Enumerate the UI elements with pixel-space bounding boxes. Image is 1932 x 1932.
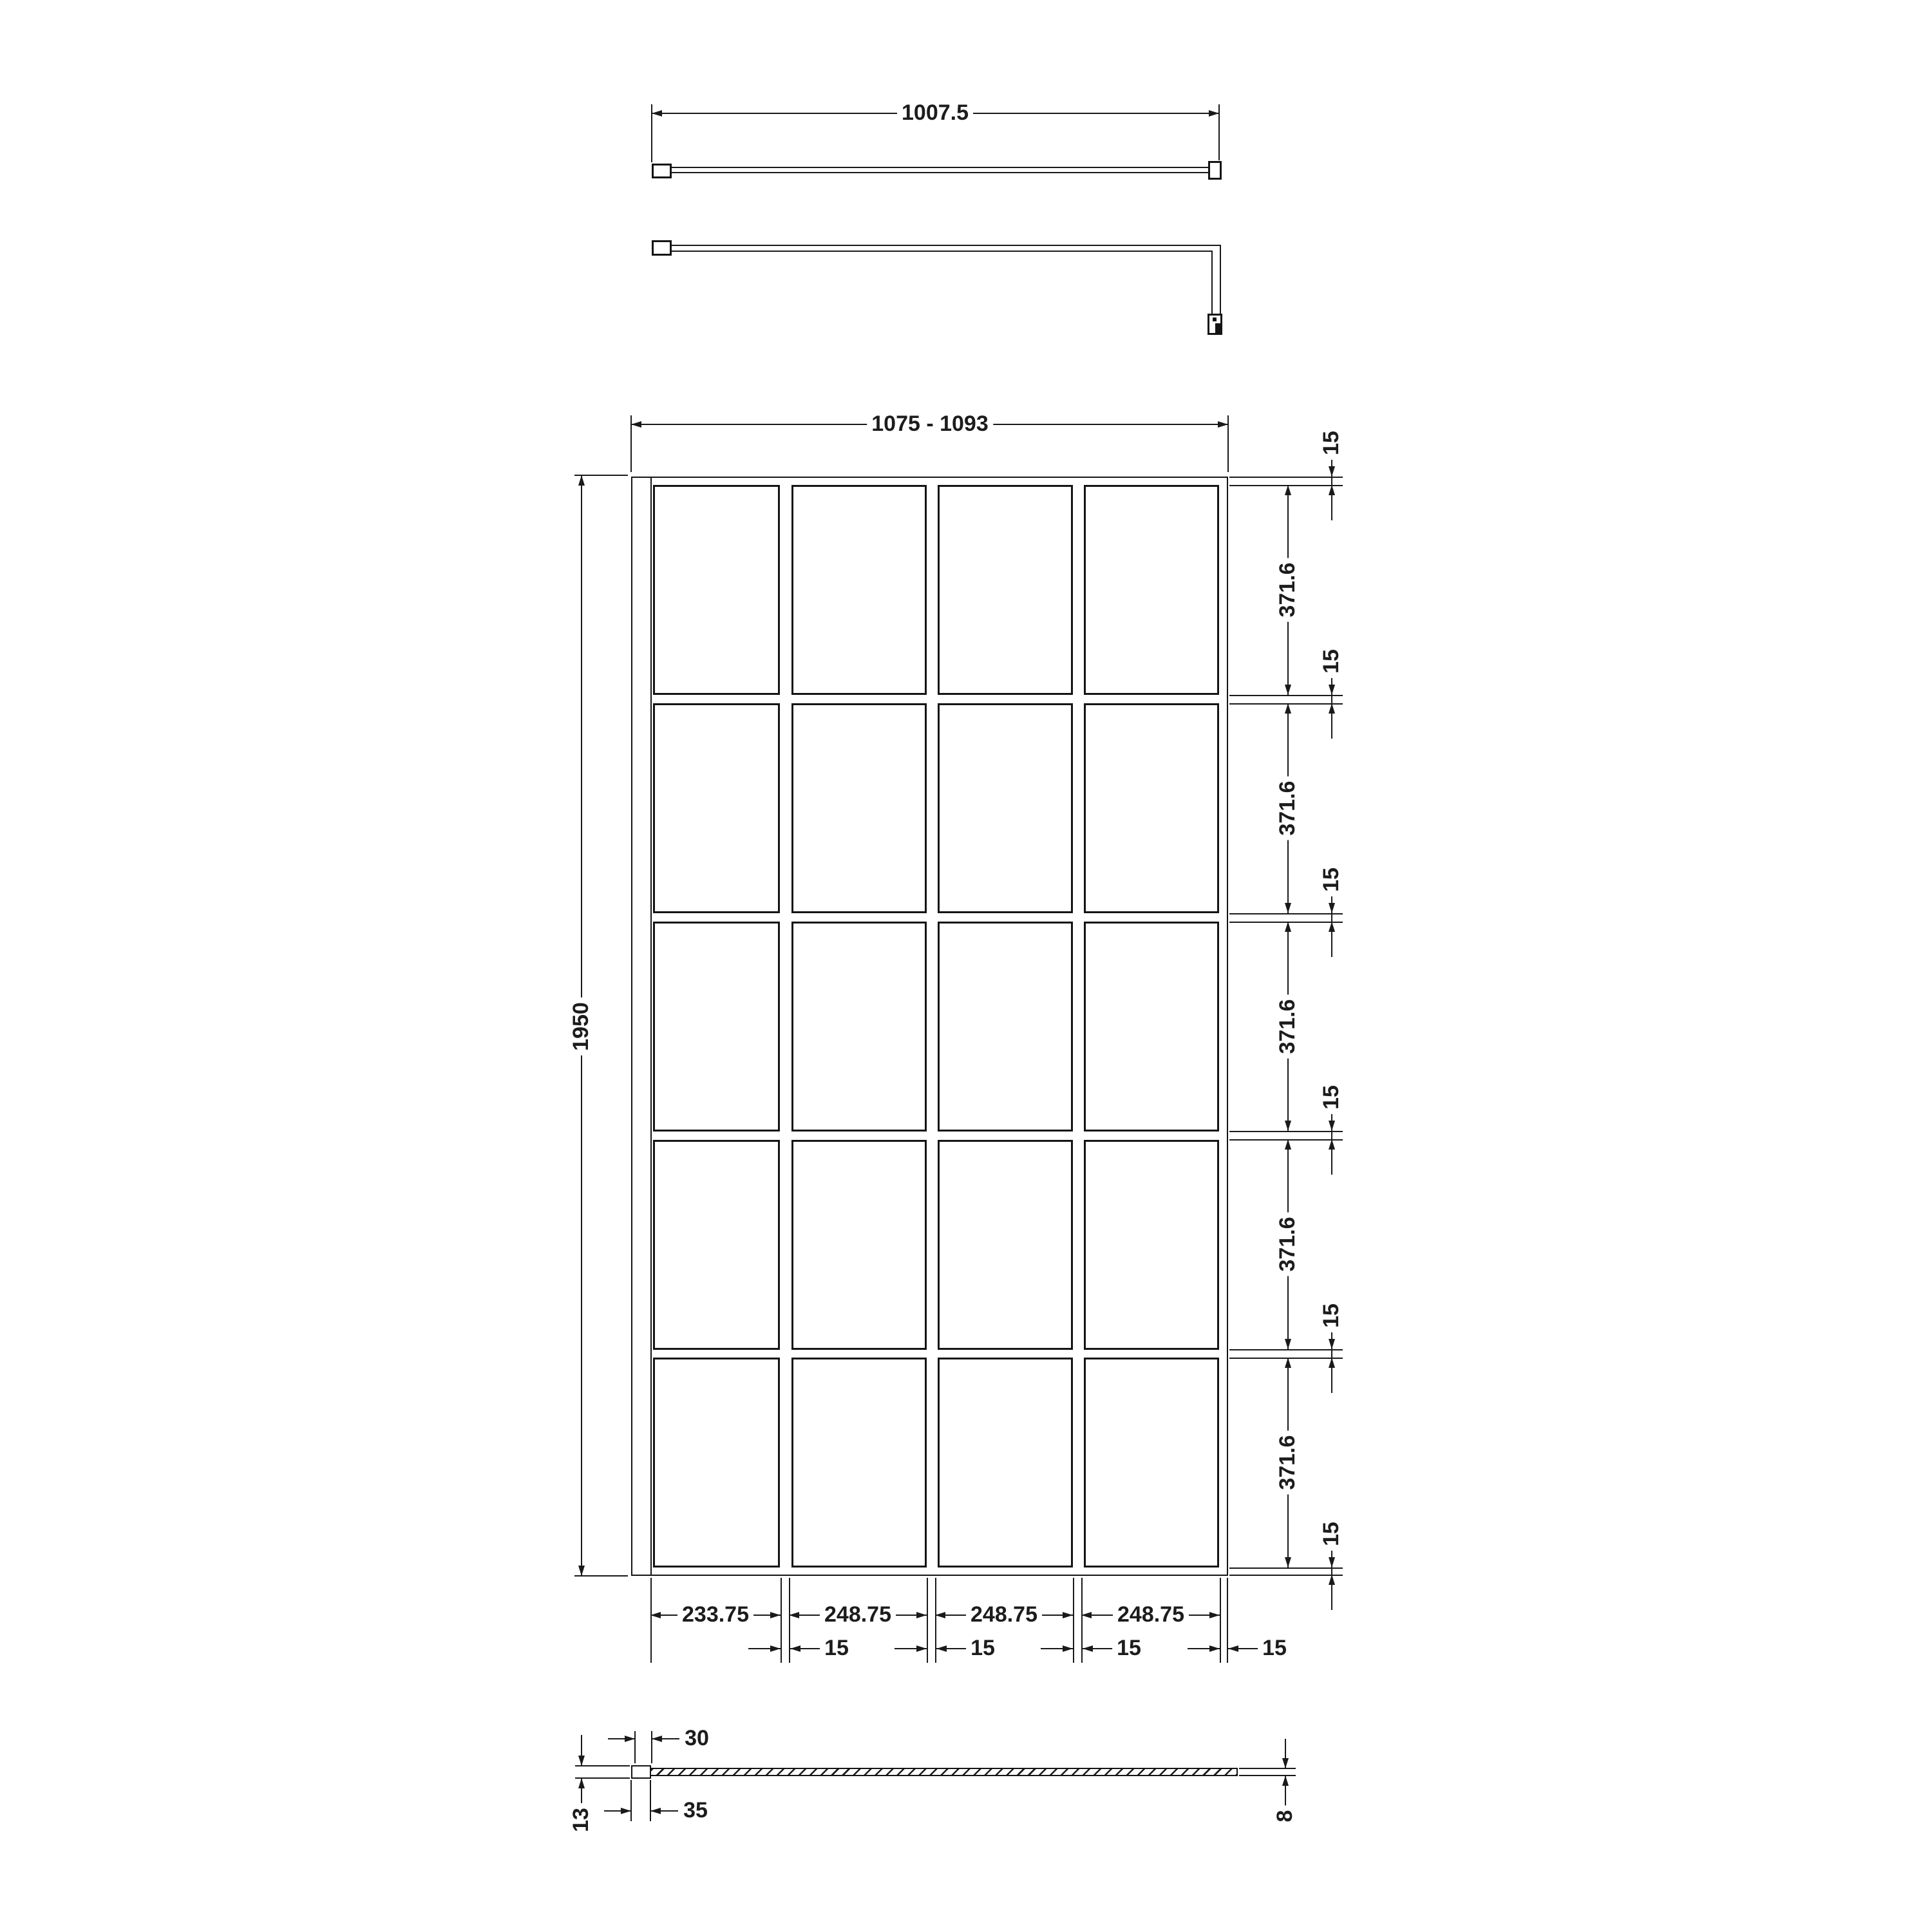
- extension-line: [1229, 1349, 1343, 1350]
- dim-arrow: [916, 1645, 927, 1652]
- dim-arrow: [935, 1612, 945, 1618]
- dim-arrow: [770, 1612, 781, 1618]
- dim-label-channel-height: 13: [570, 1803, 593, 1837]
- extension-line: [650, 1780, 651, 1821]
- dim-arrow: [916, 1612, 927, 1618]
- dim-label-pane-width: 248.75: [820, 1604, 896, 1627]
- dim-arrow: [1209, 1612, 1220, 1618]
- dim-label-pane-width: 248.75: [1113, 1604, 1189, 1627]
- dim-arrow: [578, 1566, 585, 1576]
- glass-pane: [938, 1358, 1073, 1567]
- dim-arrow: [1081, 1612, 1092, 1618]
- glass-pane: [938, 922, 1073, 1132]
- dim-label-pane-height: 371.6: [1276, 558, 1300, 621]
- dim-label-frame-width: 1075 - 1093: [867, 413, 993, 436]
- dim-arrow: [1329, 1358, 1335, 1368]
- glass-pane: [938, 1140, 1073, 1350]
- dim-label-mullion: 15: [1258, 1637, 1291, 1660]
- wall-bracket: [652, 164, 672, 178]
- dim-label-rail: 15: [1320, 1517, 1343, 1551]
- dim-arrow: [770, 1645, 781, 1652]
- glass-pane: [653, 703, 780, 913]
- glass-pane: [653, 922, 780, 1132]
- dim-arrow: [650, 1808, 661, 1814]
- dim-label-pane-height: 371.6: [1276, 776, 1300, 840]
- glass-pane: [1084, 922, 1219, 1132]
- dim-arrow: [1329, 685, 1335, 695]
- dim-arrow: [1218, 421, 1228, 428]
- dim-arrow: [1329, 485, 1335, 495]
- extension-line: [1229, 695, 1343, 696]
- dim-label-frame-height: 1950: [570, 998, 593, 1056]
- dim-arrow: [578, 1756, 585, 1766]
- extension-line: [1229, 1575, 1343, 1576]
- dim-arrow: [789, 1612, 799, 1618]
- glass-pane: [653, 1358, 780, 1567]
- glass-pane: [653, 485, 780, 695]
- dim-arrow: [650, 1612, 661, 1618]
- dim-label-rail: 15: [1320, 863, 1343, 896]
- dim-arrow: [1083, 1645, 1093, 1652]
- glass-pane: [1084, 703, 1219, 913]
- glass-pane: [938, 485, 1073, 695]
- dim-label-mullion: 15: [1112, 1637, 1146, 1660]
- clamp-jaw: [1215, 323, 1221, 334]
- dim-arrow: [1209, 110, 1219, 117]
- dim-arrow: [1063, 1612, 1073, 1618]
- dim-arrow: [1329, 1121, 1335, 1131]
- dim-arrow: [652, 110, 662, 117]
- dim-label-glass-thickness: 8: [1274, 1806, 1297, 1827]
- dim-arrow: [1285, 1557, 1291, 1567]
- glass-pane: [791, 703, 927, 913]
- extension-line: [1229, 477, 1343, 478]
- dim-arrow: [1285, 703, 1291, 714]
- dim-arrow: [1329, 1575, 1335, 1585]
- wall-bracket: [652, 240, 672, 256]
- dim-label-channel-depth: 30: [680, 1727, 714, 1750]
- extension-line: [650, 1578, 652, 1663]
- glass-pane: [938, 703, 1073, 913]
- support-bar: [672, 251, 1213, 252]
- dim-arrow: [1329, 1557, 1335, 1567]
- glass-pane: [791, 922, 927, 1132]
- dim-arrow: [1329, 903, 1335, 913]
- dim-label-pane-height: 371.6: [1276, 994, 1300, 1058]
- dim-label-pane-height: 371.6: [1276, 1212, 1300, 1276]
- dim-label-rail: 15: [1320, 1299, 1343, 1332]
- dim-arrow: [1063, 1645, 1073, 1652]
- extension-line: [781, 1578, 782, 1663]
- dim-arrow: [1282, 1758, 1289, 1768]
- channel-section: [631, 1765, 651, 1779]
- dim-arrow: [1329, 466, 1335, 477]
- dim-arrow: [936, 1645, 947, 1652]
- glass-pane: [791, 485, 927, 695]
- glass-pane: [791, 1140, 927, 1350]
- extension-line: [1073, 1578, 1074, 1663]
- dim-arrow: [1285, 1139, 1291, 1150]
- support-bar: [1220, 245, 1221, 314]
- dim-arrow: [1282, 1776, 1289, 1786]
- dim-arrow: [621, 1808, 631, 1814]
- dim-arrow: [790, 1645, 800, 1652]
- dim-label-pane-width: 248.75: [966, 1604, 1042, 1627]
- dim-arrow: [631, 421, 641, 428]
- dim-arrow: [578, 1778, 585, 1788]
- dim-arrow: [1285, 1358, 1291, 1368]
- dim-arrow: [1285, 485, 1291, 495]
- dim-arrow: [1285, 1121, 1291, 1131]
- glass-pane: [1084, 1140, 1219, 1350]
- dim-arrow: [1285, 903, 1291, 913]
- extension-line: [927, 1578, 928, 1663]
- dim-label-rail: 15: [1320, 645, 1343, 678]
- dim-arrow: [578, 475, 585, 486]
- dim-arrow: [1329, 1339, 1335, 1349]
- dim-arrow: [1209, 1645, 1220, 1652]
- glass-clamp: [1208, 161, 1222, 180]
- dim-arrow: [1285, 1339, 1291, 1349]
- dim-label-mullion: 15: [820, 1637, 853, 1660]
- extension-line: [1229, 913, 1343, 914]
- support-bar: [1211, 252, 1213, 314]
- dim-arrow: [1228, 1645, 1238, 1652]
- support-bar: [672, 245, 1221, 246]
- dim-label-bar-length: 1007.5: [897, 102, 973, 125]
- extension-line: [630, 1780, 632, 1821]
- dim-label-mullion: 15: [966, 1637, 999, 1660]
- extension-line: [1229, 1131, 1343, 1132]
- wall-channel: [631, 477, 652, 1576]
- dim-arrow: [625, 1736, 635, 1742]
- dim-label-channel-width: 35: [679, 1799, 712, 1823]
- glass-pane: [791, 1358, 927, 1567]
- support-bar: [672, 167, 1208, 168]
- glass-pane: [1084, 485, 1219, 695]
- dim-label-rail: 15: [1320, 426, 1343, 460]
- dim-label-pane-width: 233.75: [677, 1604, 753, 1627]
- dim-arrow: [1285, 922, 1291, 932]
- extension-line: [1220, 1578, 1221, 1663]
- glass-pane: [1084, 1358, 1219, 1567]
- dim-label-rail: 15: [1320, 1081, 1343, 1114]
- dim-arrow: [1329, 1139, 1335, 1150]
- dim-arrow: [1329, 703, 1335, 714]
- glass-pane: [653, 1140, 780, 1350]
- clamp-screw: [1213, 317, 1217, 321]
- dim-label-pane-height: 371.6: [1276, 1430, 1300, 1494]
- dim-arrow: [1329, 922, 1335, 932]
- support-bar: [672, 172, 1208, 173]
- glass-section: [650, 1768, 1238, 1776]
- extension-line: [1229, 1567, 1343, 1569]
- dim-arrow: [1285, 685, 1291, 695]
- dim-arrow: [652, 1736, 662, 1742]
